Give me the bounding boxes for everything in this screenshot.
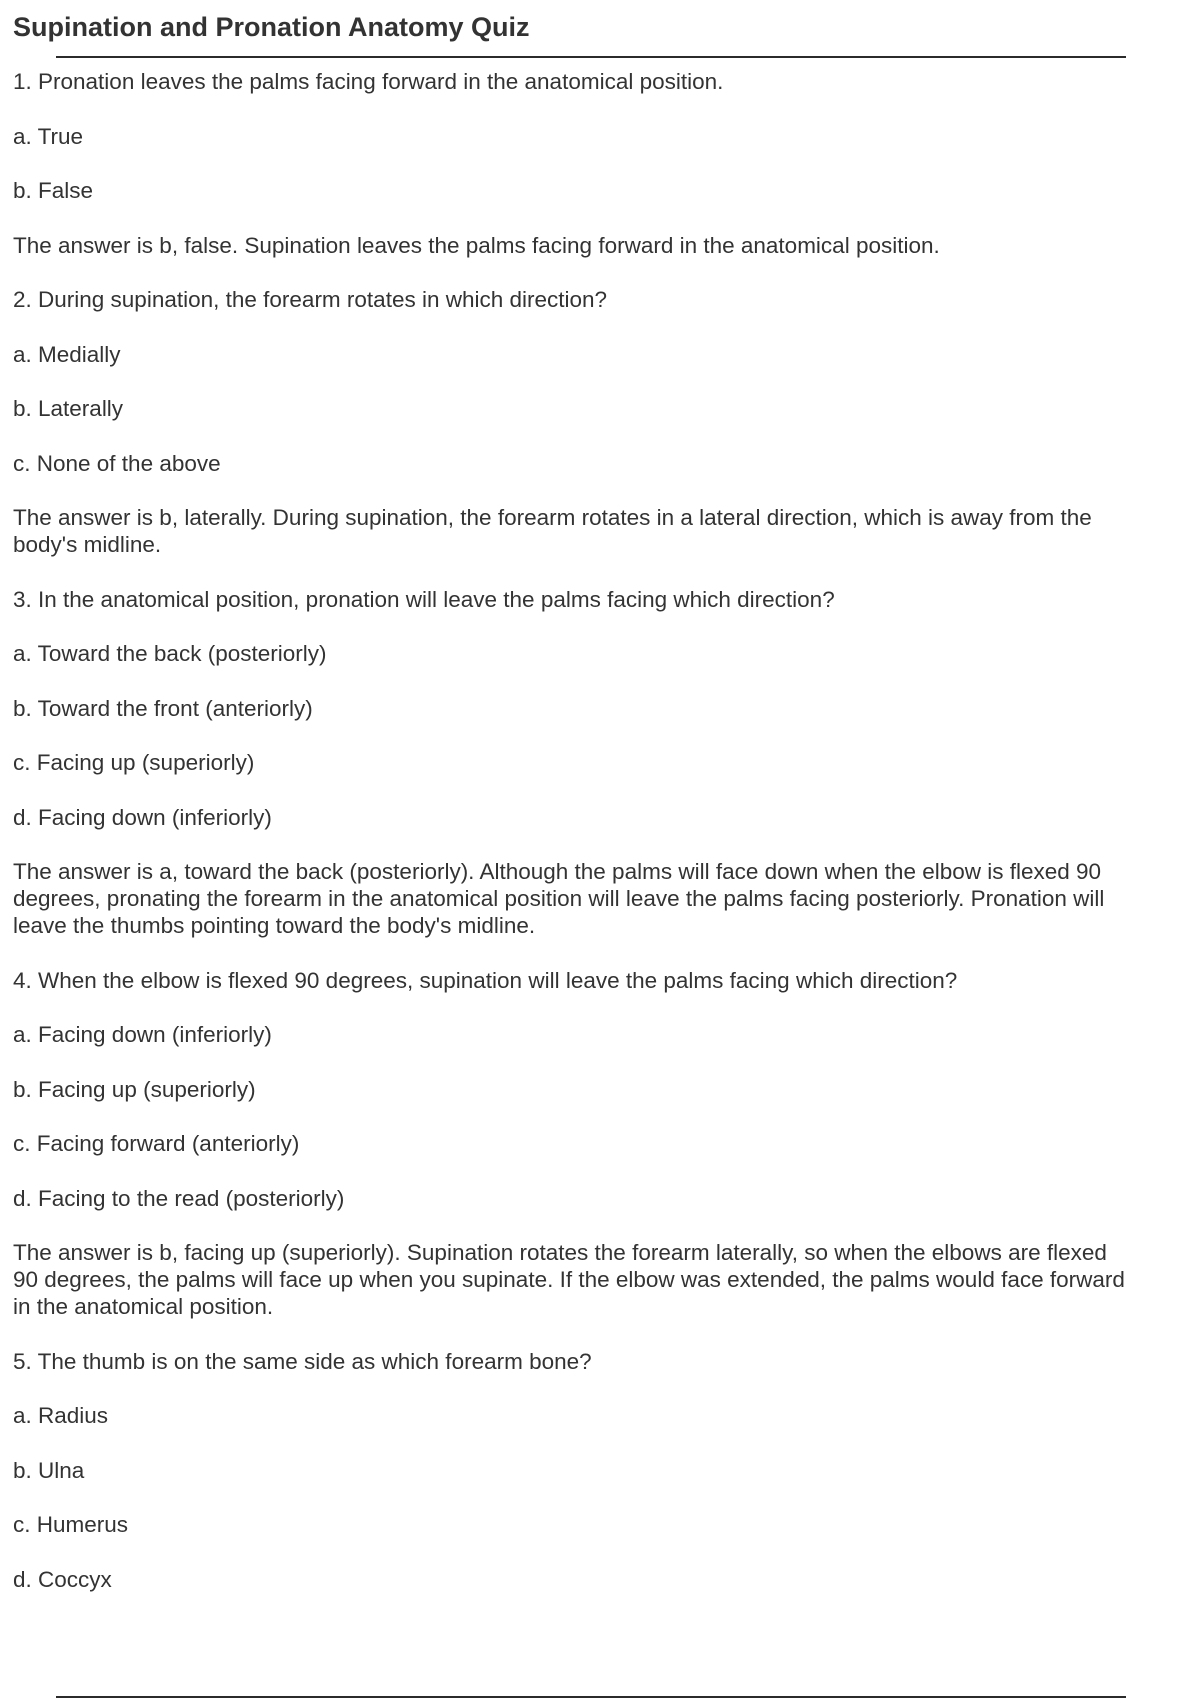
answer-line: The answer is b, false. Supination leaves the palms facing forward in the anatomical position. [13,232,940,258]
question-1-option-b: b. False [13,178,94,203]
answer-line: The answer is b, facing up (superiorly). Supination rotates the forearm laterally, so when the elbows are flexed [13,1240,1107,1265]
question-5-option-b: b. Ulna [13,1457,85,1483]
question-4-option-d: d. Facing to the read (posteriorly) [13,1185,345,1211]
question-2-option-c: c. None of the above [13,450,221,476]
question-2-answer [13,504,1200,558]
quiz-page [13,0,1200,1700]
answer-line: in the anatomical position. [13,1294,274,1319]
answer-line: The answer is a, toward the back (posteriorly). Although the palms will face down when the elbow is flexed 90 [13,859,1102,884]
quiz-content [13,68,1200,1620]
question-2-text: 2. During supination, the forearm rotates in which direction? [13,287,608,312]
question-3-option-b: b. Toward the front (anteriorly) [13,695,313,721]
question-4-answer [13,1239,1200,1320]
answer-line: body's midline. [13,532,162,557]
question-block-5 [13,1348,1200,1593]
question-4-option-a: a. Facing down (inferiorly) [13,1022,272,1047]
question-1-option-a: a. True [13,123,84,149]
question-5-option-a: a. Radius [13,1403,109,1428]
question-3-answer [13,858,1200,939]
question-2-option-a: a. Medially [13,341,121,367]
question-4-text: 4. When the elbow is flexed 90 degrees, supination will leave the palms facing which direction? [13,967,958,993]
question-block-2 [13,286,1200,558]
answer-line: degrees, pronating the forearm in the anatomical position will leave the palms facing posteriorly. Pronation will [13,886,1105,911]
question-block-1 [13,68,1200,259]
page-title: Supination and Pronation Anatomy Quiz [13,12,530,42]
question-3-option-a: a. Toward the back (posteriorly) [13,641,327,666]
question-3-text: 3. In the anatomical position, pronation will leave the palms facing which direction? [13,586,835,612]
question-3-option-c: c. Facing up (superiorly) [13,750,255,775]
question-5-text: 5. The thumb is on the same side as which forearm bone? [13,1348,592,1374]
question-block-3 [13,586,1200,940]
footer-divider [56,1696,1126,1698]
question-1-text: 1. Pronation leaves the palms facing forward in the anatomical position. [13,69,724,94]
question-3-option-d: d. Facing down (inferiorly) [13,804,272,830]
question-block-4 [13,967,1200,1321]
question-2-option-b: b. Laterally [13,396,124,421]
question-4-option-c: c. Facing forward (anteriorly) [13,1131,300,1156]
question-1-answer [13,232,1200,259]
answer-line: leave the thumbs pointing toward the body's midline. [13,913,536,938]
answer-line: The answer is b, laterally. During supination, the forearm rotates in a lateral direction, which is away from the [13,505,1092,530]
question-5-option-c: c. Humerus [13,1512,129,1537]
question-5-option-d: d. Coccyx [13,1566,112,1592]
title-divider [56,56,1126,58]
question-4-option-b: b. Facing up (superiorly) [13,1076,256,1102]
answer-line: 90 degrees, the palms will face up when you supinate. If the elbow was extended, the palms would face forward [13,1267,1125,1292]
